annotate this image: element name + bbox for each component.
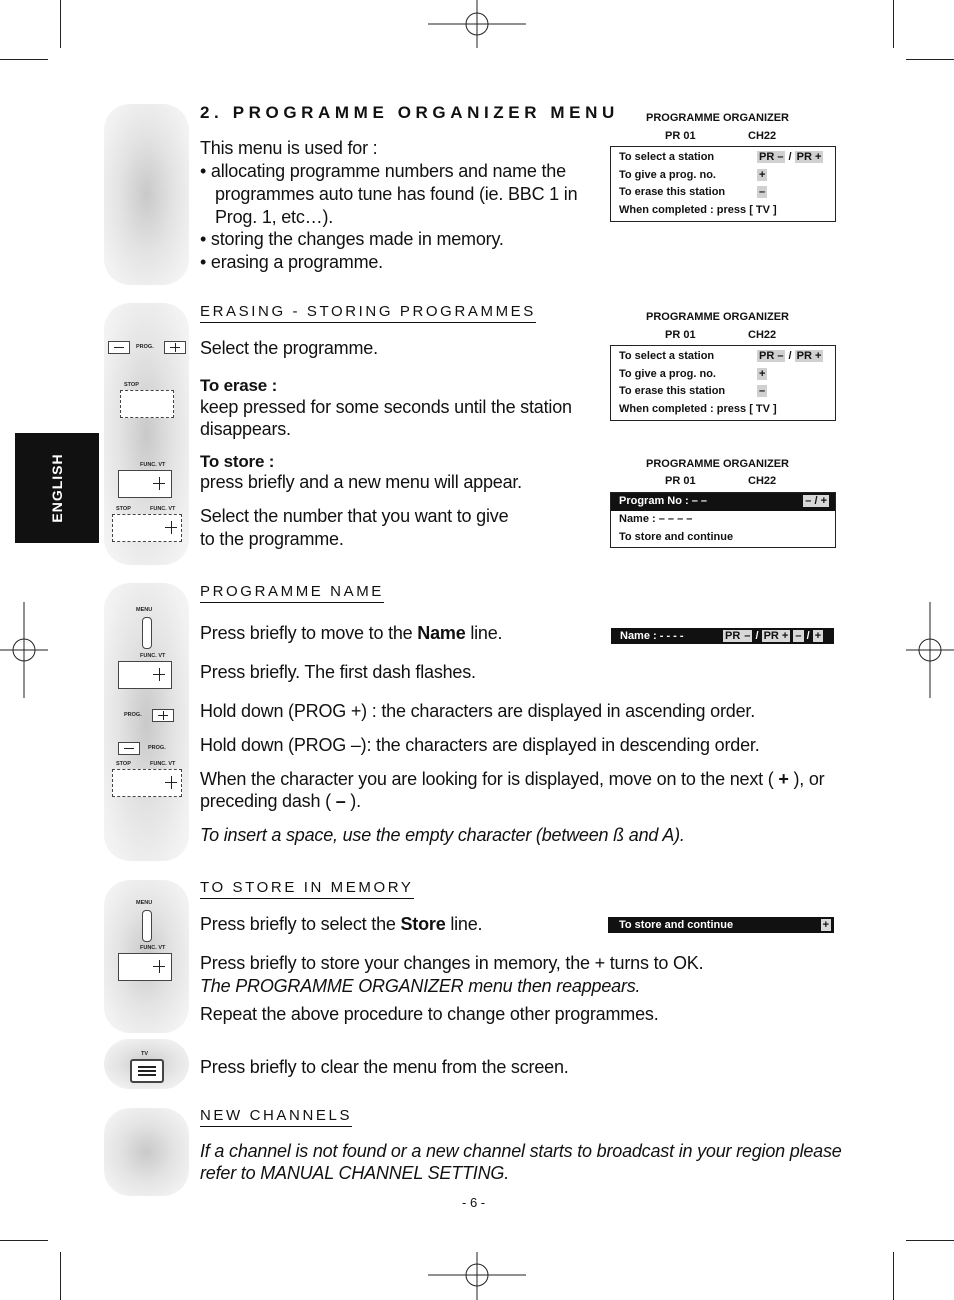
- erase-text: keep pressed for some seconds until the station: [200, 397, 572, 417]
- osd-pr: PR 01: [665, 475, 696, 487]
- remote-panel-intro: [104, 104, 189, 285]
- registration-mark-left: [0, 602, 48, 698]
- store-instruction: Repeat the above procedure to change other programmes.: [200, 1004, 659, 1024]
- osd-row: To select a station PR – / PR +: [619, 151, 822, 163]
- prog-label: PROG.: [136, 344, 154, 350]
- stop-label-3: STOP: [116, 761, 131, 767]
- func-vt-label-2: FUNC. VT: [150, 506, 176, 512]
- stop-label: STOP: [124, 382, 139, 388]
- stop-func-vt-keys-2[interactable]: [112, 769, 182, 797]
- osd-title: PROGRAMME ORGANIZER: [646, 311, 789, 323]
- store-osd-bar: To store and continue +: [608, 917, 834, 933]
- section-heading-new-channels: NEW CHANNELS: [200, 1107, 352, 1127]
- prog-label-2: PROG.: [124, 712, 142, 718]
- name-instruction: preceding dash ( – ).: [200, 791, 361, 811]
- menu-label-2: MENU: [136, 900, 153, 906]
- remote-panel-new-channels: [104, 1108, 189, 1196]
- tv-label: TV: [141, 1051, 149, 1057]
- remote-panel-erasing: [104, 303, 189, 565]
- section-heading-name: PROGRAMME NAME: [200, 583, 384, 603]
- crop-mark: [893, 1252, 894, 1300]
- crop-mark: [0, 59, 48, 60]
- store-label: To store :: [200, 452, 275, 471]
- osd-pr: PR 01: [665, 329, 696, 341]
- store-instruction: Press briefly to store your changes in memory, the + turns to OK.: [200, 953, 704, 973]
- prog-plus-key[interactable]: [164, 341, 186, 354]
- page-number: - 6 -: [462, 1195, 486, 1210]
- intro-bullet: programmes auto tune has found (ie. BBC 1 in: [215, 184, 578, 204]
- crop-mark: [60, 0, 61, 48]
- crop-mark: [906, 59, 954, 60]
- osd-row-selected: Program No : – – – / +: [611, 493, 835, 511]
- name-instruction: Hold down (PROG +) : the characters are displayed in ascending order.: [200, 701, 755, 721]
- section-heading-erasing: ERASING - STORING PROGRAMMES: [200, 303, 536, 323]
- name-note: To insert a space, use the empty character (between ß and A).: [200, 825, 685, 845]
- language-tab-label: ENGLISH: [49, 453, 65, 523]
- osd-pr: PR 01: [665, 130, 696, 142]
- stop-key[interactable]: [120, 390, 174, 418]
- func-vt-key-2[interactable]: [118, 661, 172, 689]
- osd-title: PROGRAMME ORGANIZER: [646, 458, 789, 470]
- osd-row: To select a station PR – / PR +: [619, 350, 822, 362]
- number-text: Select the number that you want to give: [200, 506, 509, 526]
- tv-instruction: Press briefly to clear the menu from the screen.: [200, 1057, 569, 1077]
- name-instruction: Hold down (PROG –): the characters are displayed in descending order.: [200, 735, 760, 755]
- osd-row: When completed : press [ TV ]: [619, 402, 777, 415]
- name-osd-bar: Name : - - - - PR – / PR + – / +: [611, 628, 834, 644]
- new-channels-text: refer to MANUAL CHANNEL SETTING.: [200, 1163, 510, 1183]
- erasing-select: Select the programme.: [200, 338, 378, 358]
- stop-label-2: STOP: [116, 506, 131, 512]
- store-instruction: Press briefly to select the Store line.: [200, 914, 483, 934]
- prog-minus-key-2[interactable]: [118, 742, 140, 755]
- osd-row: Name : – – – –: [619, 513, 693, 525]
- crop-mark: [906, 1240, 954, 1241]
- func-vt-label-4: FUNC. VT: [150, 761, 176, 767]
- store-note: The PROGRAMME ORGANIZER menu then reappears.: [200, 976, 641, 996]
- language-tab: [15, 433, 99, 543]
- osd-row: To give a prog. no. +: [619, 367, 766, 380]
- registration-mark-bottom: [428, 1252, 526, 1300]
- intro-bullet: • storing the changes made in memory.: [200, 229, 504, 249]
- remote-panel-name: [104, 583, 189, 861]
- func-vt-label-5: FUNC. VT: [140, 945, 166, 951]
- tv-key[interactable]: [130, 1059, 164, 1083]
- name-instruction: Press briefly to move to the Name line.: [200, 623, 503, 643]
- number-text: to the programme.: [200, 529, 344, 549]
- stop-func-vt-keys[interactable]: [112, 514, 182, 542]
- erase-label: To erase :: [200, 376, 278, 395]
- new-channels-text: If a channel is not found or a new channel starts to broadcast in your region please: [200, 1141, 842, 1161]
- remote-panel-store: [104, 880, 189, 1033]
- menu-label: MENU: [136, 607, 153, 613]
- osd-menu-box: [610, 146, 836, 222]
- osd-row: To erase this station –: [619, 186, 766, 198]
- func-vt-label: FUNC. VT: [140, 462, 166, 468]
- remote-panel-tv: [104, 1039, 189, 1089]
- crop-mark: [0, 1240, 48, 1241]
- page-title: 2. PROGRAMME ORGANIZER MENU: [200, 103, 619, 122]
- prog-plus-key-2[interactable]: [152, 709, 174, 722]
- osd-row: To store and continue: [619, 530, 734, 543]
- osd-ch: CH22: [748, 475, 777, 487]
- registration-mark-right: [906, 602, 954, 698]
- osd-row: When completed : press [ TV ]: [619, 203, 777, 216]
- osd-program-box: [610, 492, 836, 548]
- osd-row: To give a prog. no. +: [619, 168, 766, 181]
- intro-bullet: Prog. 1, etc…).: [215, 207, 334, 227]
- osd-title: PROGRAMME ORGANIZER: [646, 112, 789, 124]
- crop-mark: [893, 0, 894, 48]
- erase-text: disappears.: [200, 419, 291, 439]
- name-instruction: When the character you are looking for is displayed, move on to the next ( + ), or: [200, 769, 825, 789]
- intro-bullet: • erasing a programme.: [200, 252, 383, 272]
- section-heading-store: TO STORE IN MEMORY: [200, 879, 414, 899]
- registration-mark-top: [428, 0, 526, 48]
- menu-key-2[interactable]: [142, 910, 152, 942]
- intro-bullet: • allocating programme numbers and name the: [200, 161, 566, 181]
- prog-label-3: PROG.: [148, 745, 166, 751]
- osd-menu-box: [610, 345, 836, 421]
- osd-row: To erase this station –: [619, 385, 766, 397]
- osd-ch: CH22: [748, 329, 777, 341]
- osd-ch: CH22: [748, 130, 777, 142]
- intro-line: This menu is used for :: [200, 138, 378, 158]
- store-text: press briefly and a new menu will appear.: [200, 472, 522, 492]
- func-vt-label-3: FUNC. VT: [140, 653, 166, 659]
- menu-key[interactable]: [142, 617, 152, 649]
- crop-mark: [60, 1252, 61, 1300]
- name-instruction: Press briefly. The first dash flashes.: [200, 662, 476, 682]
- func-vt-key-3[interactable]: [118, 953, 172, 981]
- prog-minus-key[interactable]: [108, 341, 130, 354]
- func-vt-key[interactable]: [118, 470, 172, 498]
